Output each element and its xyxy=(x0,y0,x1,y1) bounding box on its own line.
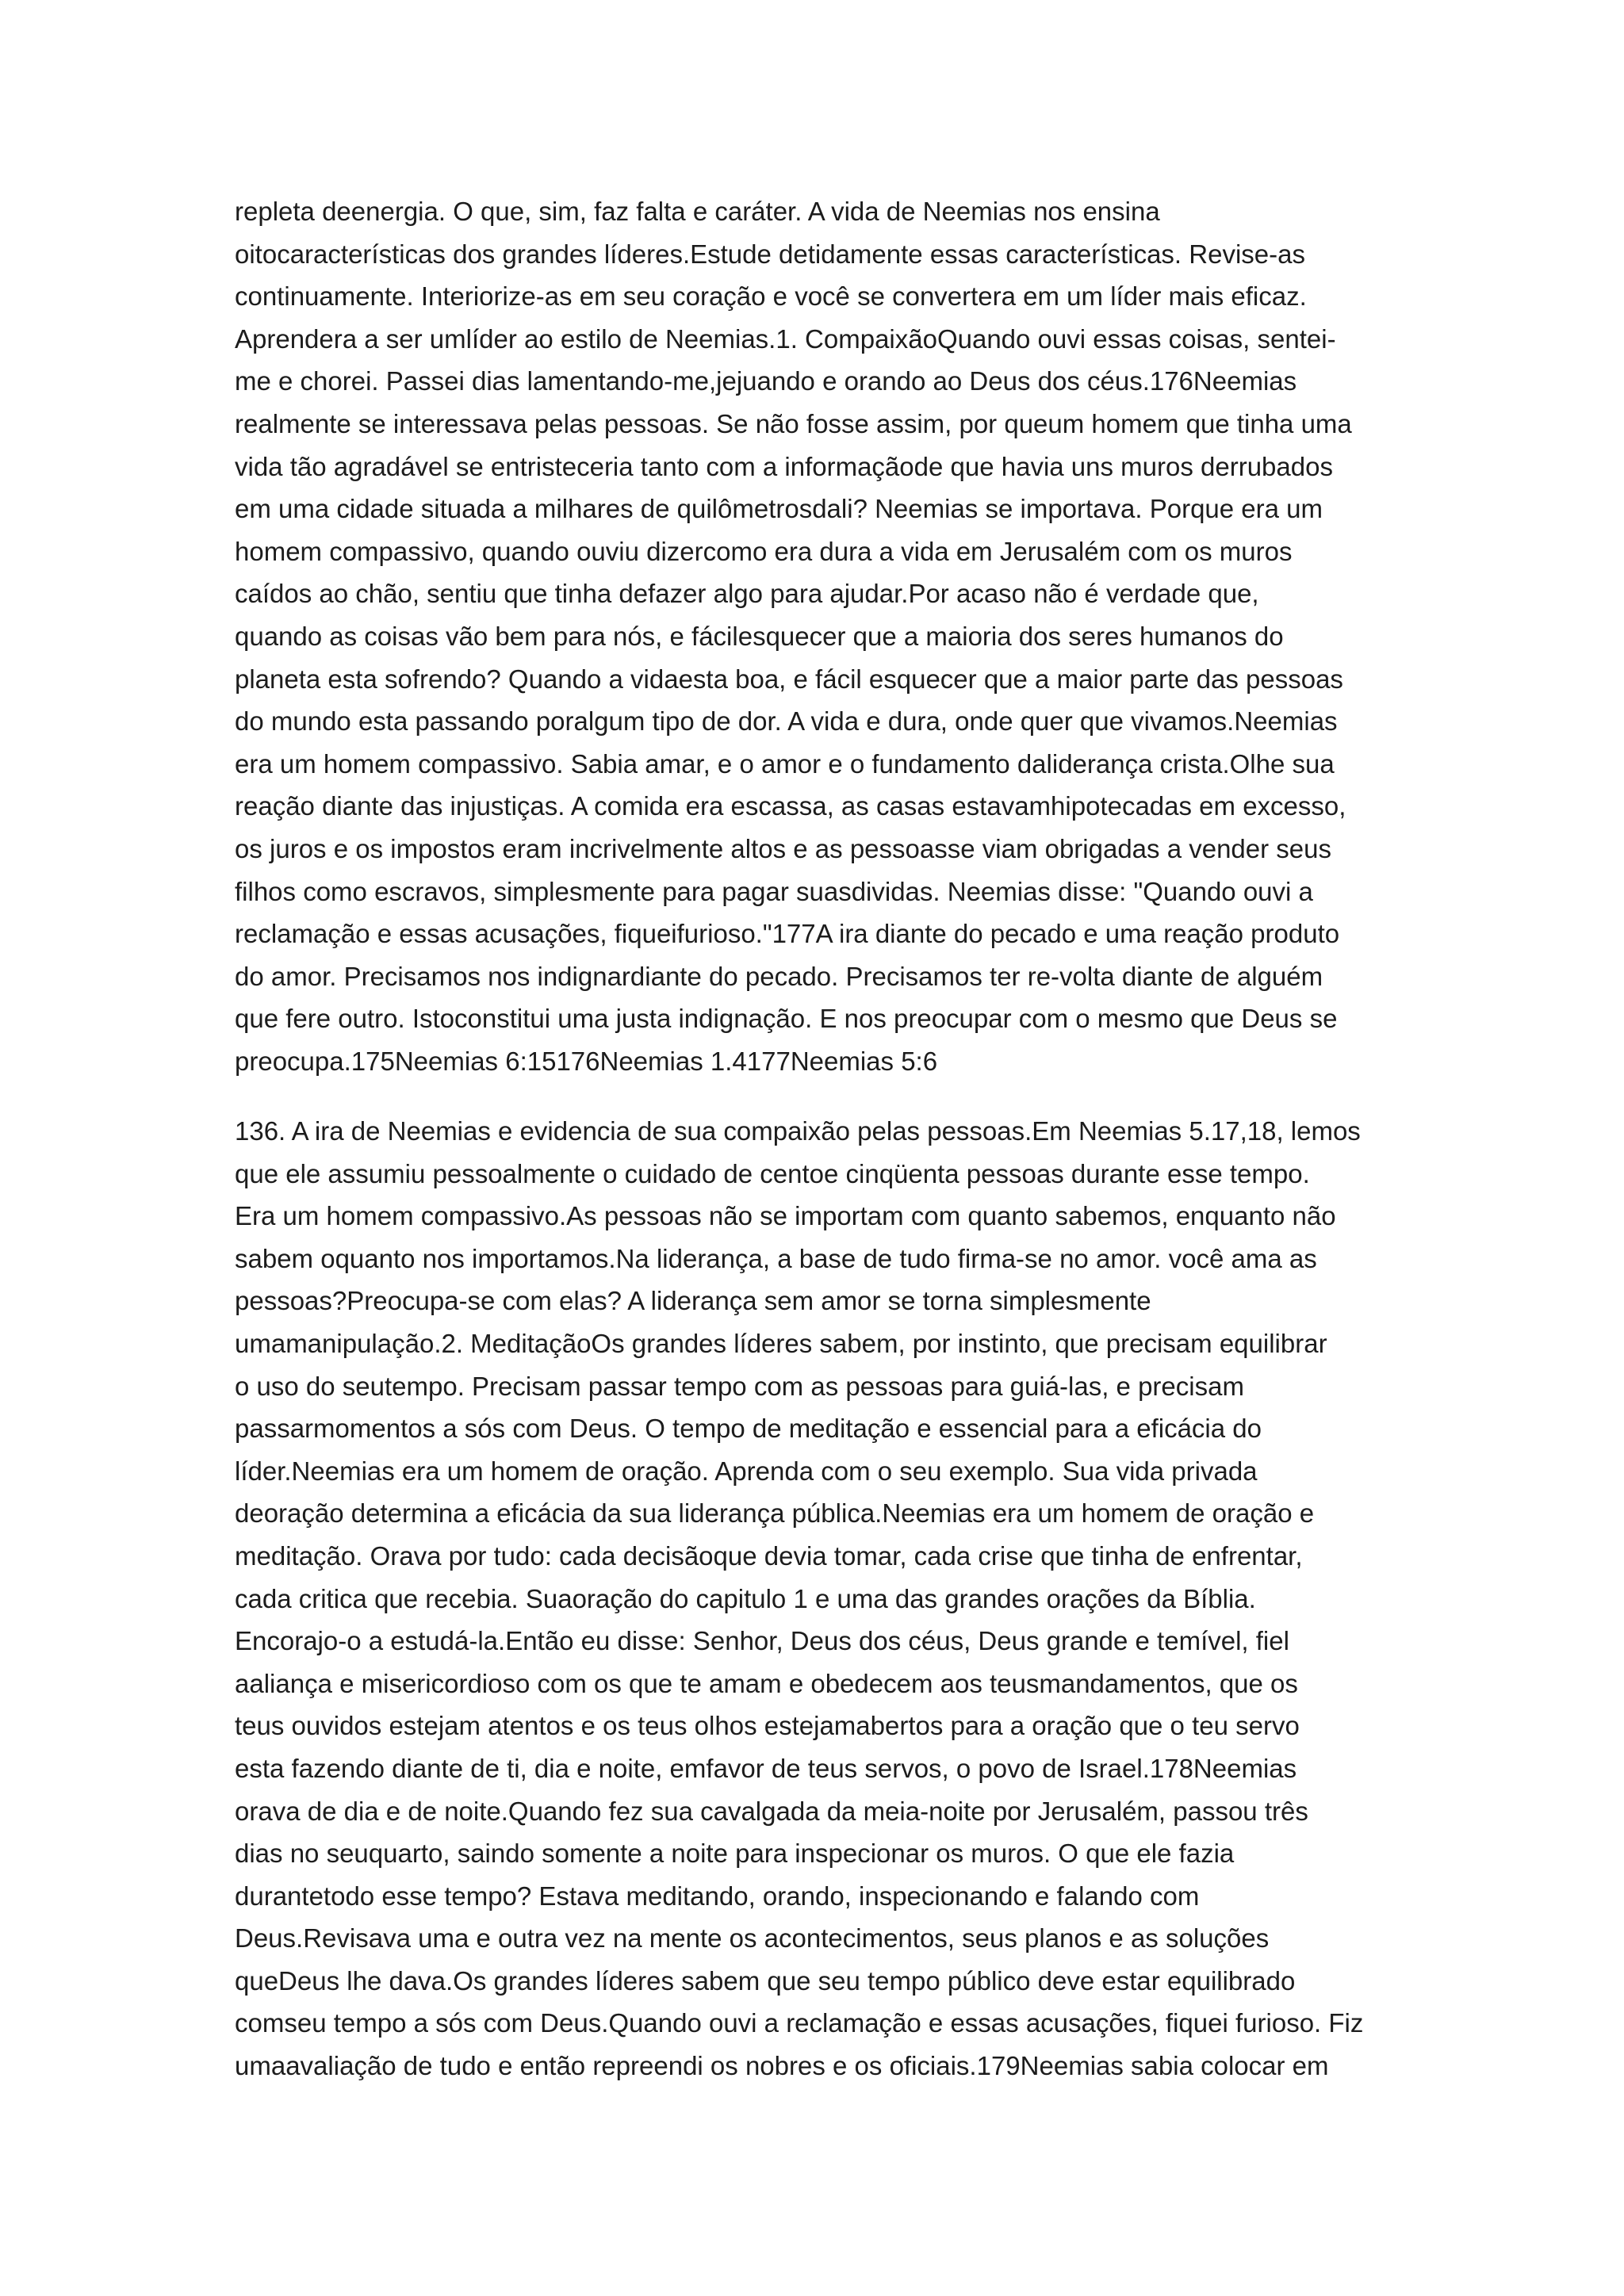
text-line: repleta deenergia. O que, sim, faz falta e caráter. A vida de Neemias nos ensina xyxy=(235,197,1160,226)
text-line: homem compassivo, quando ouviu dizercomo era dura a vida em Jerusalém com os muros xyxy=(235,536,1293,566)
text-line: reclamação e essas acusações, fiqueifurioso."177A ira diante do pecado e uma reação produto xyxy=(235,919,1340,949)
text-line: continuamente. Interiorize-as em seu coração e você se convertera em um líder mais eficaz. xyxy=(235,281,1307,312)
text-line: comseu tempo a sós com Deus.Quando ouvi a reclamação e essas acusações, fiquei furioso. Fiz xyxy=(235,2008,1364,2038)
text-line: filhos como escravos, simplesmente para pagar suasdividas. Neemias disse: "Quando ouvi a xyxy=(235,876,1313,906)
text-line: pessoas?Preocupa-se com elas? A liderança sem amor se torna simplesmente xyxy=(235,1286,1151,1316)
text-line: Deus.Revisava uma e outra vez na mente os acontecimentos, seus planos e as soluções xyxy=(235,1923,1270,1954)
text-line: era um homem compassivo. Sabia amar, e o amor e o fundamento daliderança crista.Olhe sua xyxy=(235,748,1335,779)
text-line: Aprendera a ser umlíder ao estilo de Neemias.1. CompaixãoQuando ouvi essas coisas, sentei- xyxy=(235,323,1336,354)
text-line: caídos ao chão, sentiu que tinha defazer algo para ajudar.Por acaso não é verdade que, xyxy=(235,579,1259,609)
text-line: vida tão agradável se entristeceria tanto com a informaçãode que havia uns muros derrubados xyxy=(235,451,1333,481)
text-line: Encorajo-o a estudá-la.Então eu disse: Senhor, Deus dos céus, Deus grande e temível, fiel xyxy=(235,1626,1289,1656)
text-line: esta fazendo diante de ti, dia e noite, emfavor de teus servos, o povo de Israel.178Neemias xyxy=(235,1753,1297,1783)
text-line: oitocaracterísticas dos grandes líderes.Estude detidamente essas características. Revise-as xyxy=(235,239,1305,269)
text-line: quando as coisas vão bem para nós, e fácilesquecer que a maioria dos seres humanos do xyxy=(235,621,1284,651)
text-line: teus ouvidos estejam atentos e os teus olhos estejamabertos para a oração que o teu servo xyxy=(235,1711,1300,1741)
text-line: umamanipulação.2. MeditaçãoOs grandes líderes sabem, por instinto, que precisam equilibrar xyxy=(235,1328,1327,1358)
text-line: Era um homem compassivo.As pessoas não se importam com quanto sabemos, enquanto não xyxy=(235,1201,1336,1231)
text-line: durantetodo esse tempo? Estava meditando, orando, inspecionando e falando com xyxy=(235,1881,1200,1911)
text-line: sabem oquanto nos importamos.Na liderança, a base de tudo firma-se no amor. você ama as xyxy=(235,1243,1317,1273)
text-line: do amor. Precisamos nos indignardiante do pecado. Precisamos ter re-volta diante de alguém xyxy=(235,961,1323,991)
paragraph-1 xyxy=(235,190,1408,1082)
text-line: aaliança e misericordioso com os que te amam e obedecem aos teusmandamentos, que os xyxy=(235,1668,1298,1698)
text-line: me e chorei. Passei dias lamentando-me,jejuando e orando ao Deus dos céus.176Neemias xyxy=(235,366,1297,396)
text-line: que fere outro. Istoconstitui uma justa indignação. E nos preocupar com o mesmo que Deus se xyxy=(235,1004,1338,1034)
text-line: 136. A ira de Neemias e evidencia de sua compaixão pelas pessoas.Em Neemias 5.17,18, lemos xyxy=(235,1116,1361,1146)
text-line: passarmomentos a sós com Deus. O tempo de meditação e essencial para a eficácia do xyxy=(235,1414,1262,1444)
text-line: umaavaliação de tudo e então repreendi os nobres e os oficiais.179Neemias sabia colocar em xyxy=(235,2051,1329,2081)
text-line: líder.Neemias era um homem de oração. Aprenda com o seu exemplo. Sua vida privada xyxy=(235,1456,1258,1486)
text-line: preocupa.175Neemias 6:15176Neemias 1.4177Neemias 5:6 xyxy=(235,1046,938,1076)
text-line: queDeus lhe dava.Os grandes líderes sabem que seu tempo público deve estar equilibrado xyxy=(235,1965,1296,1996)
text-line: meditação. Orava por tudo: cada decisãoque devia tomar, cada crise que tinha de enfrentar, xyxy=(235,1540,1303,1571)
text-line: deoração determina a eficácia da sua liderança pública.Neemias era um homem de oração e xyxy=(235,1498,1315,1529)
text-line: realmente se interessava pelas pessoas. Se não fosse assim, por queum homem que tinha uma xyxy=(235,408,1352,438)
text-line: cada critica que recebia. Suaoração do capitulo 1 e uma das grandes orações da Bíblia. xyxy=(235,1583,1256,1613)
text-line: dias no seuquarto, saindo somente a noite para inspecionar os muros. O que ele fazia xyxy=(235,1839,1235,1869)
text-line: orava de dia e de noite.Quando fez sua cavalgada da meia-noite por Jerusalém, passou três xyxy=(235,1796,1308,1826)
text-line: que ele assumiu pessoalmente o cuidado de centoe cinqüenta pessoas durante esse tempo. xyxy=(235,1158,1310,1188)
text-line: planeta esta sofrendo? Quando a vidaesta boa, e fácil esquecer que a maior parte das pessoas xyxy=(235,664,1343,694)
text-line: o uso do seutempo. Precisam passar tempo com as pessoas para guiá-las, e precisam xyxy=(235,1371,1244,1401)
paragraph-2 xyxy=(235,1110,1408,2087)
text-line: em uma cidade situada a milhares de quilômetrosdali? Neemias se importava. Porque era um xyxy=(235,494,1323,524)
text-line: do mundo esta passando poralgum tipo de dor. A vida e dura, onde quer que vivamos.Neemias xyxy=(235,706,1338,737)
text-line: reação diante das injustiças. A comida era escassa, as casas estavamhipotecadas em excesso, xyxy=(235,791,1346,821)
text-line: os juros e os impostos eram incrivelmente altos e as pessoasse viam obrigadas a vender seus xyxy=(235,833,1332,863)
